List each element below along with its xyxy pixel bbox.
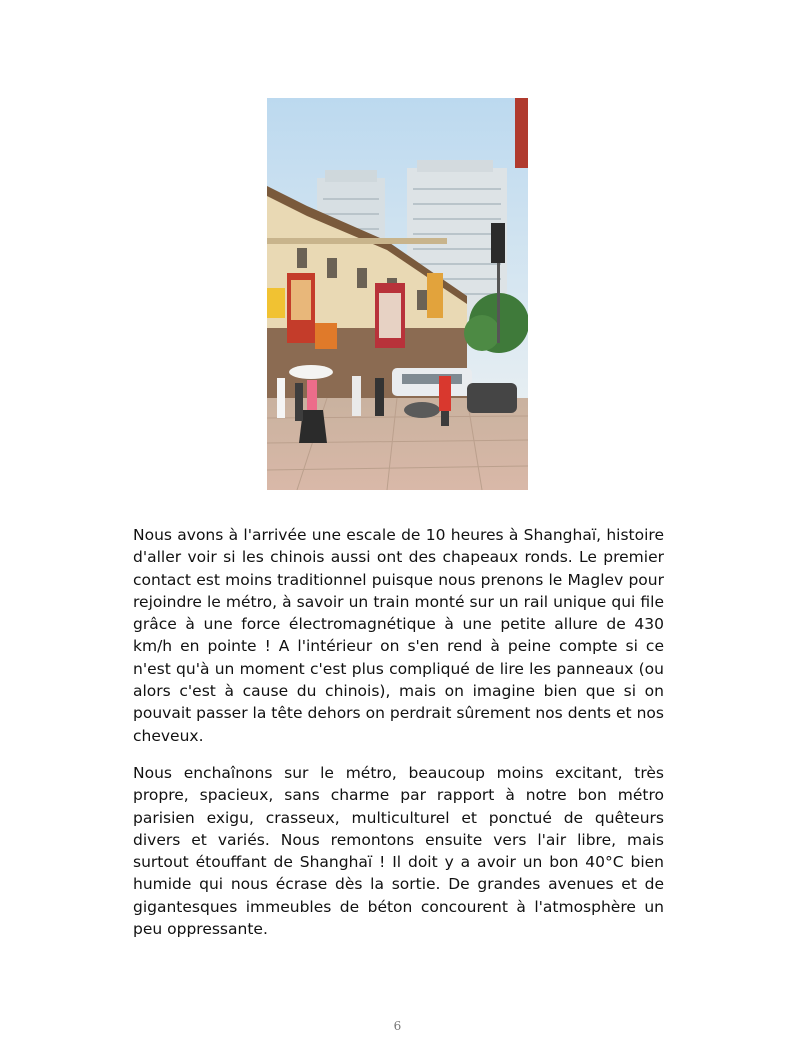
- paragraph: Nous avons à l'arrivée une escale de 10 heures à Shanghaï, histoire d'aller voir si les chinois aussi ont des chapeaux ronds. Le premier contact est moins traditionnel puisque nous prenons le Maglev pour rejoindre le métro, à savoir un train monté sur un rail unique qui file grâce à une force électromagnétique à une petite allure de 430 km/h en pointe ! A l'intérieur on s'en rend à peine compte si ce n'est qu'à un moment c'est plus compliqué de lire les panneaux (ou alors c'est à cause du chinois), mais on imagine bien que si on pouvait passer la tête dehors on perdrait sûrement nos dents et nos cheveux.: [133, 526, 664, 745]
- street-photo: [267, 98, 528, 490]
- page-number: 6: [393, 1019, 402, 1033]
- paragraph: Nous enchaînons sur le métro, beaucoup moins excitant, très propre, spacieux, sans charme par rapport à notre bon métro parisien exigu, crasseux, multiculturel et ponctué de quêteurs divers et variés. Nous remontons ensuite vers l'air libre, mais surtout étouffant de Shanghaï ! Il doit y a avoir un bon 40°C bien humide qui nous écrase dès la sortie. De grandes avenues et de gigantesques immeubles de béton concourent à l'atmosphère un peu oppressante.: [133, 763, 664, 939]
- article-text: [133, 524, 664, 955]
